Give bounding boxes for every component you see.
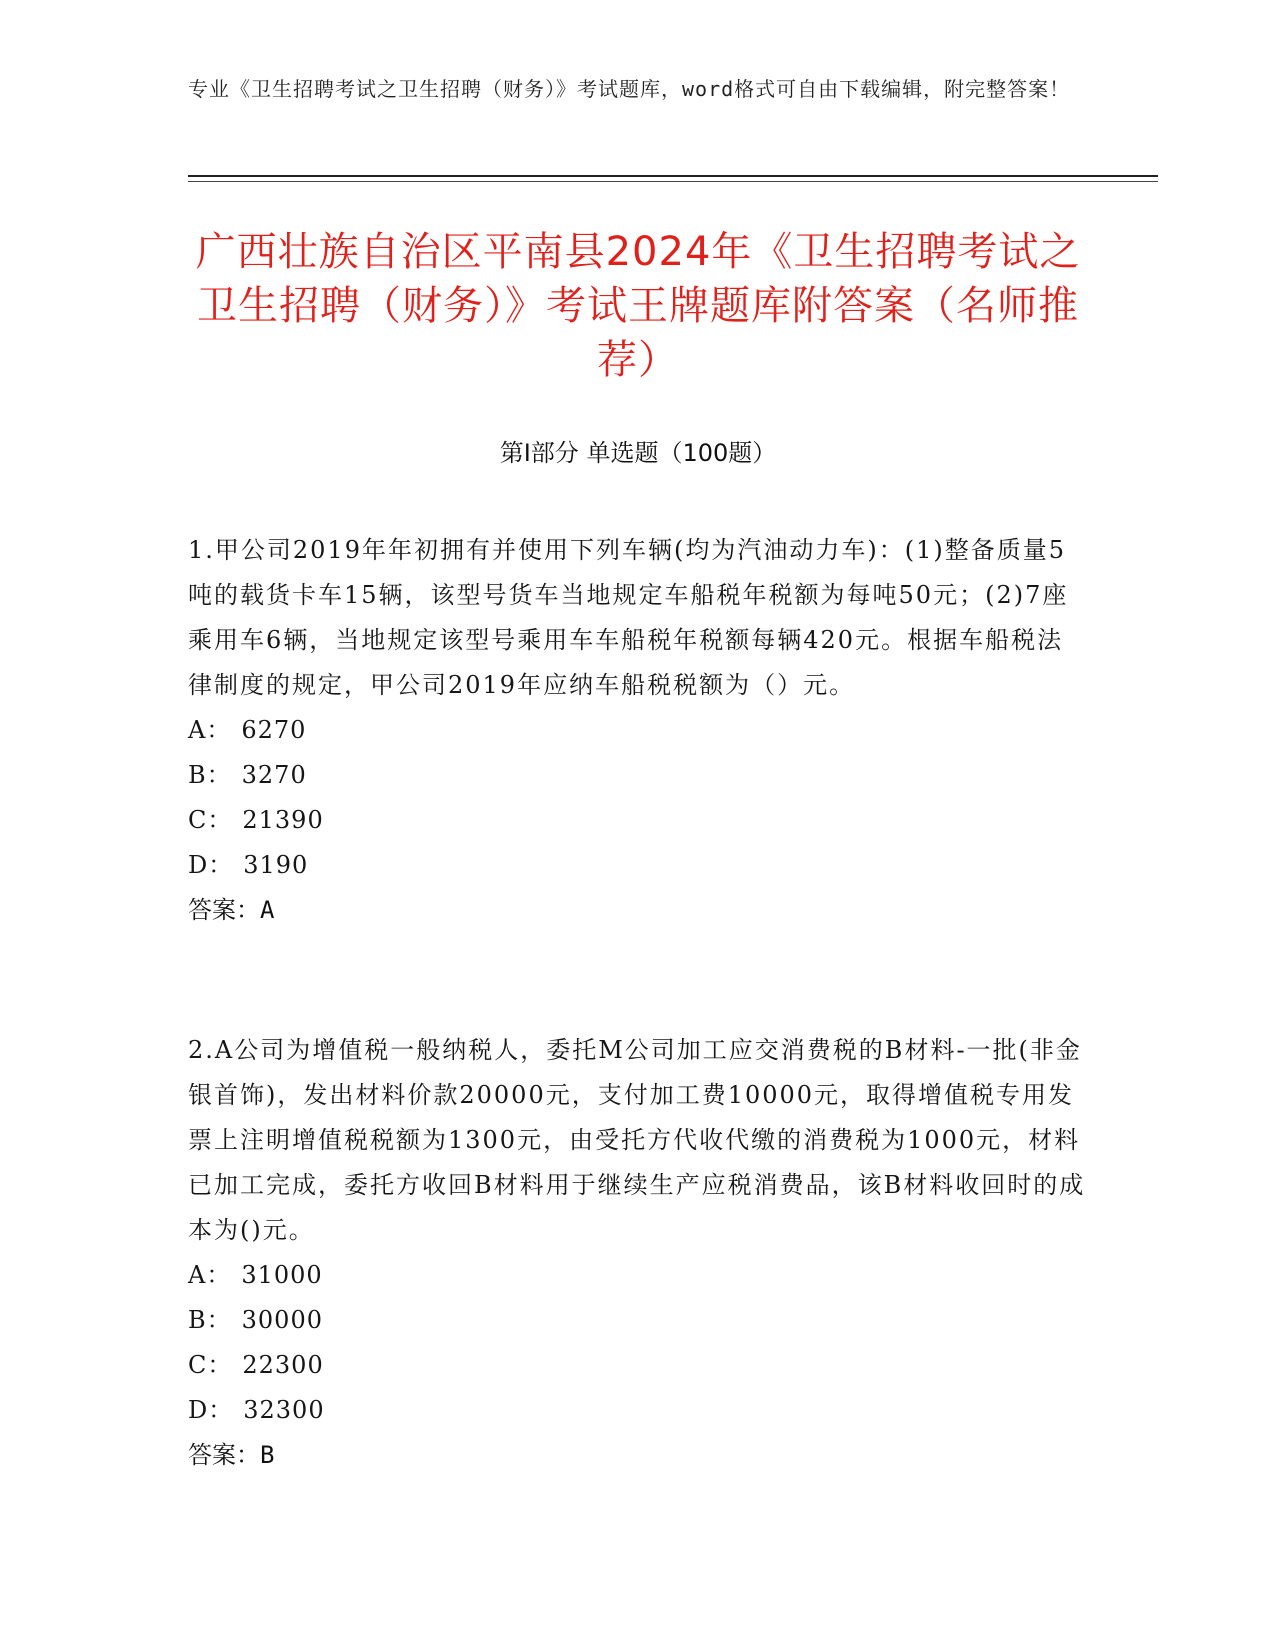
option-value: 3270 — [241, 761, 307, 789]
option-key: A： — [188, 1261, 232, 1289]
option-d — [188, 1388, 1088, 1433]
answer-label: 答案： — [188, 896, 260, 924]
option-b — [188, 1298, 1088, 1343]
option-c — [188, 798, 1088, 843]
option-key: B： — [188, 1306, 232, 1334]
option-c — [188, 1343, 1088, 1388]
option-key: A： — [188, 716, 232, 744]
option-value: 32300 — [243, 1396, 325, 1424]
option-value: 22300 — [242, 1351, 324, 1379]
header-divider-thick — [188, 175, 1158, 177]
option-key: C： — [188, 1351, 233, 1379]
answer-value: A — [260, 896, 275, 924]
section-title: 第I部分 单选题（100题） — [499, 439, 777, 467]
option-value: 6270 — [241, 716, 307, 744]
answer-value: B — [260, 1441, 275, 1469]
option-key: D： — [188, 851, 234, 879]
answer-line — [188, 888, 1088, 933]
option-value: 3190 — [243, 851, 309, 879]
option-value: 31000 — [241, 1261, 323, 1289]
header-divider-thin — [188, 181, 1158, 182]
option-a — [188, 1253, 1088, 1298]
question-1 — [188, 528, 1088, 933]
question-stem: 1.甲公司2019年年初拥有并使用下列车辆(均为汽油动力车)：(1)整备质量5吨的载货卡车15辆，该型号货车当地规定车船税年税额为每吨50元；(2)7座乘用车6辆，当地规定该型号乘用车车船税年税额每辆420元。根据车船税法律制度的规定，甲公司2019年应纳车船税税额为（）元。 — [188, 536, 1069, 699]
question-2 — [188, 1028, 1088, 1478]
answer-label: 答案： — [188, 1441, 260, 1469]
answer-line — [188, 1433, 1088, 1478]
option-d — [188, 843, 1088, 888]
option-value: 30000 — [241, 1306, 323, 1334]
header-note: 专业《卫生招聘考试之卫生招聘（财务）》考试题库，word格式可自由下载编辑，附完整答案！ — [188, 77, 1071, 101]
option-key: D： — [188, 1396, 234, 1424]
option-b — [188, 753, 1088, 798]
option-key: C： — [188, 806, 233, 834]
option-key: B： — [188, 761, 232, 789]
document-title: 广西壮族自治区平南县2024年《卫生招聘考试之卫生招聘（财务）》考试王牌题库附答案（名师推荐） — [195, 229, 1081, 383]
option-value: 21390 — [242, 806, 324, 834]
option-a — [188, 708, 1088, 753]
question-stem: 2.A公司为增值税一般纳税人，委托M公司加工应交消费税的B材料-一批(非金银首饰)，发出材料价款20000元，支付加工费10000元，取得增值税专用发票上注明增值税税额为1300元，由受托方代收代缴的消费税为1000元，材料已加工完成，委托方收回B材料用于继续生产应税消费品，该B材料收回时的成本为()元。 — [188, 1036, 1086, 1244]
